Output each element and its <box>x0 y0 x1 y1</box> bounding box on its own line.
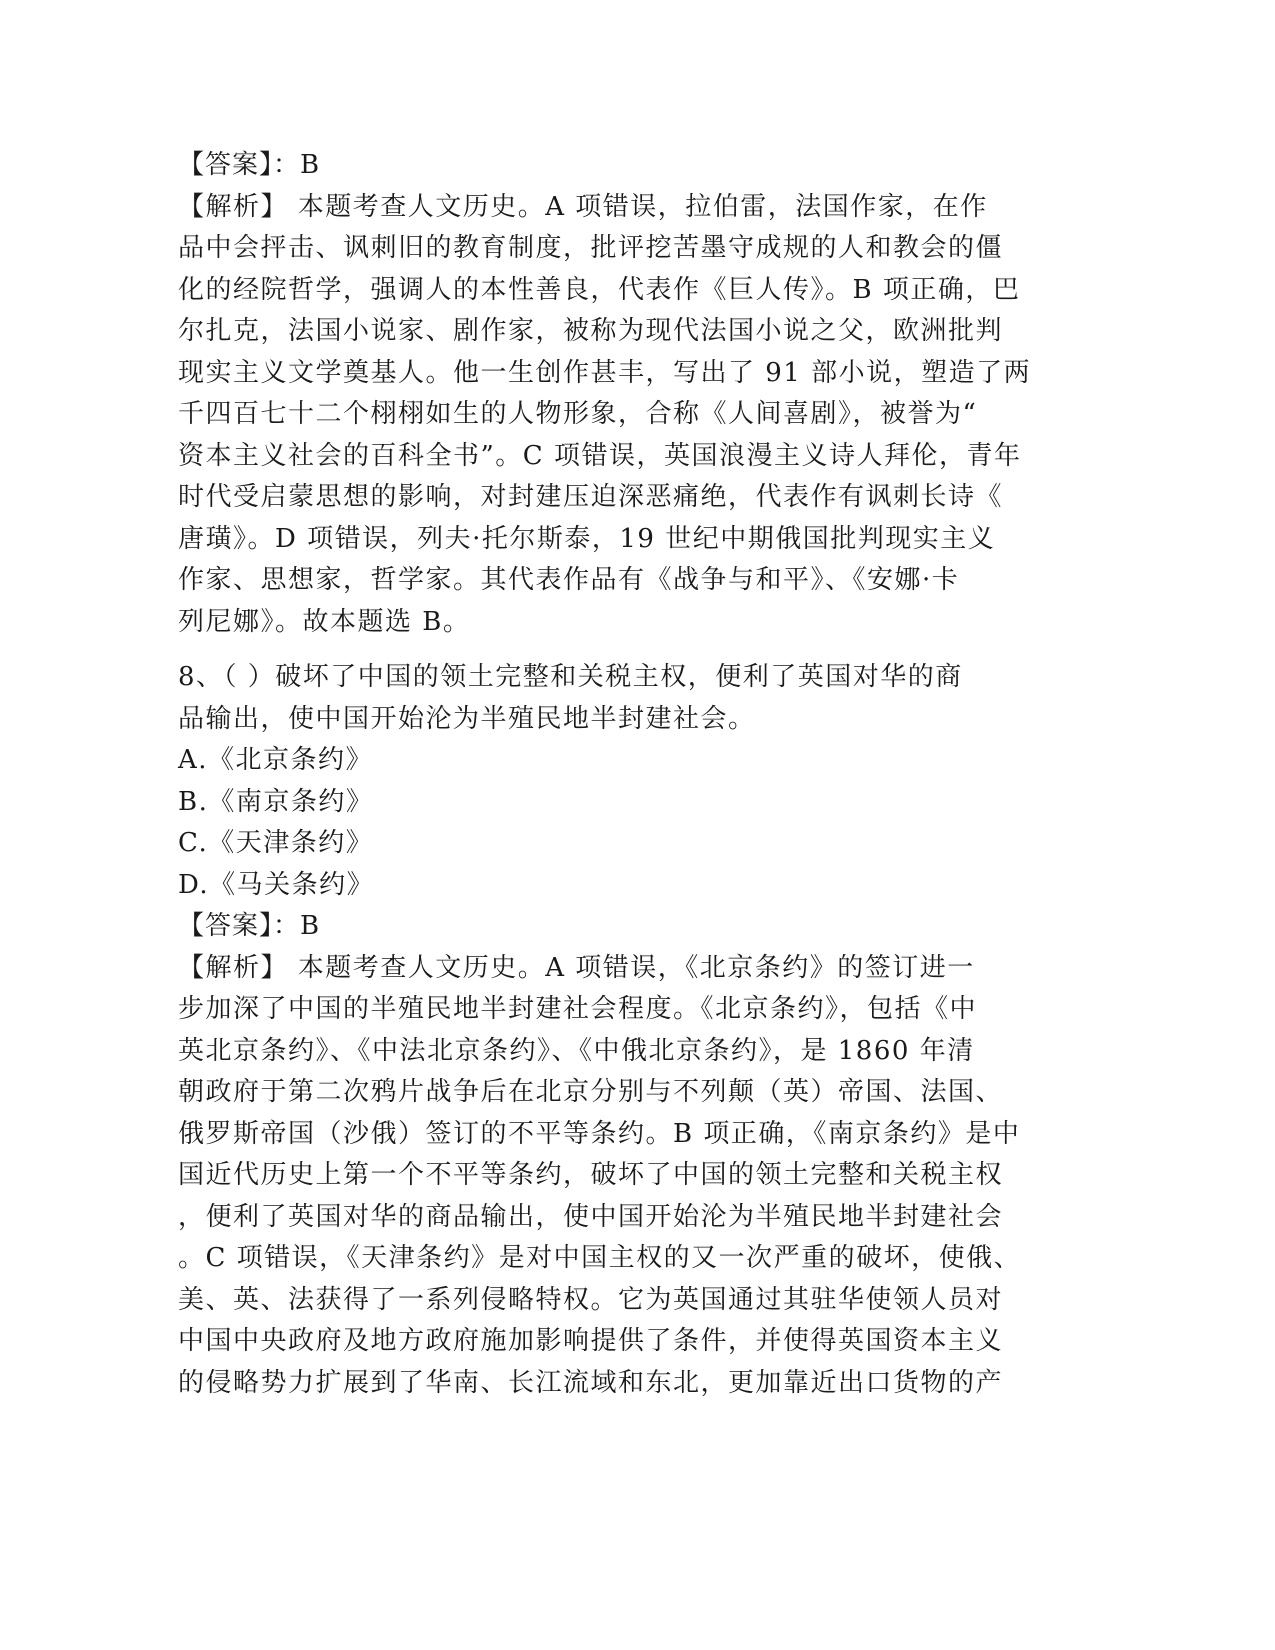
q7-analysis-line: 资本主义社会的百科全书”。C 项错误，英国浪漫主义诗人拜伦，青年 <box>178 440 1022 471</box>
q8-stem <box>178 657 1038 740</box>
q7-analysis-line: 【解析】 本题考查人文历史。A 项错误，拉伯雷，法国作家，在作 <box>178 191 988 222</box>
q8-stem-line: 8、（ ）破坏了中国的领土完整和关税主权，便利了英国对华的商 <box>178 662 963 692</box>
q7-analysis-line: 列尼娜》。故本题选 B。 <box>178 606 471 637</box>
q8-analysis-line: 中国中央政府及地方政府施加影响提供了条件，并使得英国资本主义 <box>178 1326 1004 1356</box>
q8-analysis-line: 朝政府于第二次鸦片战争后在北京分别与不列颠（英）帝国、法国、 <box>178 1077 1004 1107</box>
q7-analysis-line: 千四百七十二个栩栩如生的人物形象，合称《人间喜剧》，被誉为“ <box>178 399 978 429</box>
q8-analysis-line: 英北京条约》、《中法北京条约》、《中俄北京条约》，是 1860 年清 <box>178 1035 975 1066</box>
q7-analysis-line: 唐璜》。D 项错误，列夫·托尔斯泰，19 世纪中期俄国批判现实主义 <box>178 523 996 554</box>
q8-analysis-line: 【解析】 本题考查人文历史。A 项错误，《北京条约》的签订进一 <box>178 952 975 983</box>
q8-analysis-line: 。C 项错误，《天津条约》是对中国主权的又一次严重的破坏，使俄、 <box>178 1243 1022 1273</box>
q7-analysis-line: 现实主义文学奠基人。他一生创作甚丰，写出了 91 部小说，塑造了两 <box>178 357 1032 388</box>
q8-option-c: C.《天津条约》 <box>178 828 374 858</box>
q8-stem-line: 品输出，使中国开始沦为半殖民地半封建社会。 <box>178 703 756 734</box>
q8-analysis <box>178 948 1038 1405</box>
q7-analysis-line: 尔扎克，法国小说家、剧作家，被称为现代法国小说之父，欧洲批判 <box>178 316 1004 346</box>
q8-analysis-line: ，便利了英国对华的商品输出，使中国开始沦为半殖民地半封建社会 <box>178 1201 1004 1232</box>
q8-options <box>178 740 1038 906</box>
q7-answer: 【答案】：B <box>178 150 321 180</box>
q8-analysis-line: 俄罗斯帝国（沙俄）签订的不平等条约。B 项正确，《南京条约》是中 <box>178 1118 1021 1149</box>
q7-analysis-line: 时代受启蒙思想的影响，对封建压迫深恶痛绝，代表作有讽刺长诗《 <box>178 482 1004 512</box>
q8-analysis-line: 的侵略势力扩展到了华南、长江流域和东北，更加靠近出口货物的产 <box>178 1367 1004 1398</box>
q8-analysis-line: 步加深了中国的半殖民地半封建社会程度。《北京条约》，包括《中 <box>178 994 978 1024</box>
q8-option-a: A.《北京条约》 <box>178 745 374 775</box>
page-content <box>178 145 1038 1404</box>
q7-analysis-line: 作家、思想家，哲学家。其代表作品有《战争与和平》、《安娜·卡 <box>178 565 960 595</box>
q7-analysis-line: 化的经院哲学，强调人的本性善良，代表作《巨人传》。B 项正确，巴 <box>178 274 1021 305</box>
question-gap <box>178 643 1038 657</box>
q7-analysis-line: 品中会抨击、讽刺旧的教育制度，批评挖苦墨守成规的人和教会的僵 <box>178 233 1004 263</box>
q7-analysis <box>178 187 1038 644</box>
q8-analysis-line: 美、英、法获得了一系列侵略特权。它为英国通过其驻华使领人员对 <box>178 1284 1004 1315</box>
q8-option-d: D.《马关条约》 <box>178 869 375 900</box>
q8-answer: 【答案】：B <box>178 911 321 941</box>
q8-analysis-line: 国近代历史上第一个不平等条约，破坏了中国的领土完整和关税主权 <box>178 1160 1004 1190</box>
q8-option-b: B.《南京条约》 <box>178 786 374 817</box>
